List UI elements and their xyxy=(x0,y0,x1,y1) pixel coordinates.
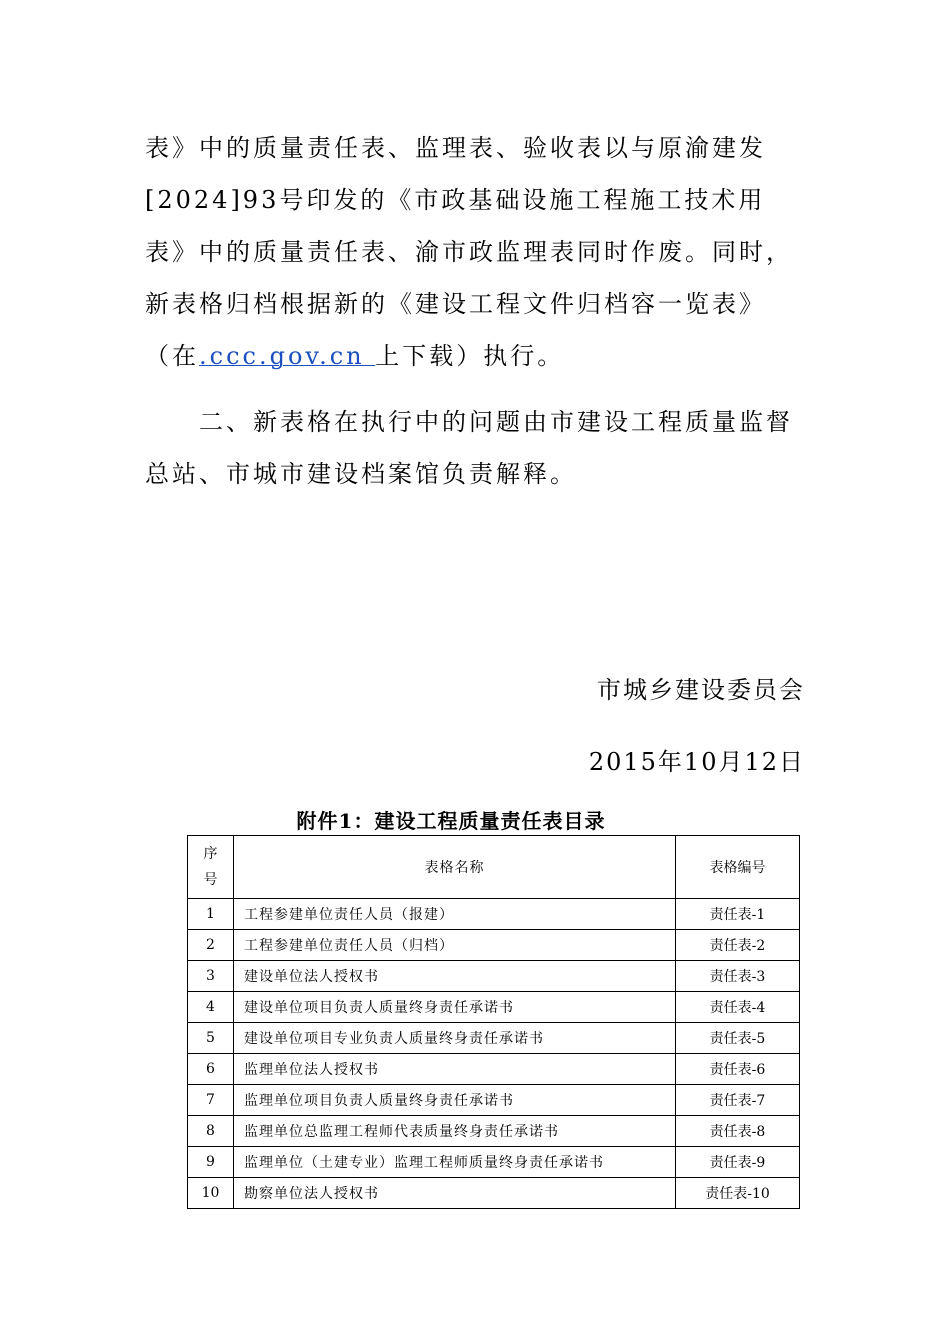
row-code: 责任表-3 xyxy=(676,961,800,992)
row-no: 2 xyxy=(188,930,234,961)
attachment-title xyxy=(0,805,950,834)
row-no: 4 xyxy=(188,992,234,1023)
table-row xyxy=(188,1178,800,1209)
row-name: 监理单位法人授权书 xyxy=(234,1054,676,1085)
row-name: 监理单位总监理工程师代表质量终身责任承诺书 xyxy=(234,1116,676,1147)
responsibility-table xyxy=(187,835,800,1209)
paragraph-2-text: 二、新表格在执行中的问题由市建设工程质量监督总站、市城市建设档案馆负责解释。 xyxy=(145,408,793,488)
table-row xyxy=(188,1116,800,1147)
paragraph-1-link-prefix: （在 xyxy=(145,342,199,370)
table-row xyxy=(188,992,800,1023)
row-code: 责任表-9 xyxy=(676,1147,800,1178)
paragraph-1-text: 表》中的质量责任表、监理表、验收表以与原渝建发[2024]93号印发的《市政基础设施工程施工技术用表》中的质量责任表、渝市政监理表同时作废。同时，新表格归档根据新的《建设工程文件归档容一览表》 xyxy=(145,134,793,318)
attachment-title-text: 附件1：建设工程质量责任表目录 xyxy=(296,809,606,833)
header-name: 表格名称 xyxy=(234,836,676,899)
row-code: 责任表-4 xyxy=(676,992,800,1023)
row-code: 责任表-7 xyxy=(676,1085,800,1116)
row-code: 责任表-8 xyxy=(676,1116,800,1147)
paragraph-1 xyxy=(145,122,805,382)
table-header-row xyxy=(188,836,800,899)
row-name: 监理单位项目负责人质量终身责任承诺书 xyxy=(234,1085,676,1116)
table-row xyxy=(188,1147,800,1178)
download-link[interactable]: .ccc.gov.cn xyxy=(199,342,376,370)
table-row xyxy=(188,961,800,992)
row-name: 工程参建单位责任人员（归档） xyxy=(234,930,676,961)
row-no: 8 xyxy=(188,1116,234,1147)
table-row xyxy=(188,1054,800,1085)
table-body xyxy=(188,899,800,1209)
row-name: 工程参建单位责任人员（报建） xyxy=(234,899,676,930)
row-name: 建设单位项目专业负责人质量终身责任承诺书 xyxy=(234,1023,676,1054)
paragraph-1-tail: 上下载）执行。 xyxy=(375,342,565,370)
row-no: 9 xyxy=(188,1147,234,1178)
table-row xyxy=(188,1085,800,1116)
header-no-text: 序 号 xyxy=(203,846,218,888)
table-row xyxy=(188,1023,800,1054)
row-code: 责任表-1 xyxy=(676,899,800,930)
row-no: 5 xyxy=(188,1023,234,1054)
signature-organization: 市城乡建设委员会 xyxy=(597,676,805,704)
row-code: 责任表-5 xyxy=(676,1023,800,1054)
row-name: 监理单位（土建专业）监理工程师质量终身责任承诺书 xyxy=(234,1147,676,1178)
row-name: 建设单位法人授权书 xyxy=(234,961,676,992)
row-no: 3 xyxy=(188,961,234,992)
row-code: 责任表-10 xyxy=(676,1178,800,1209)
header-no xyxy=(188,836,234,899)
row-name: 建设单位项目负责人质量终身责任承诺书 xyxy=(234,992,676,1023)
row-no: 7 xyxy=(188,1085,234,1116)
row-name: 勘察单位法人授权书 xyxy=(234,1178,676,1209)
table-row xyxy=(188,899,800,930)
table-row xyxy=(188,930,800,961)
header-code: 表格编号 xyxy=(676,836,800,899)
row-code: 责任表-6 xyxy=(676,1054,800,1085)
paragraph-2 xyxy=(145,396,805,500)
row-no: 6 xyxy=(188,1054,234,1085)
row-code: 责任表-2 xyxy=(676,930,800,961)
row-no: 10 xyxy=(188,1178,234,1209)
signature-date: 2015年10月12日 xyxy=(588,748,805,776)
row-no: 1 xyxy=(188,899,234,930)
